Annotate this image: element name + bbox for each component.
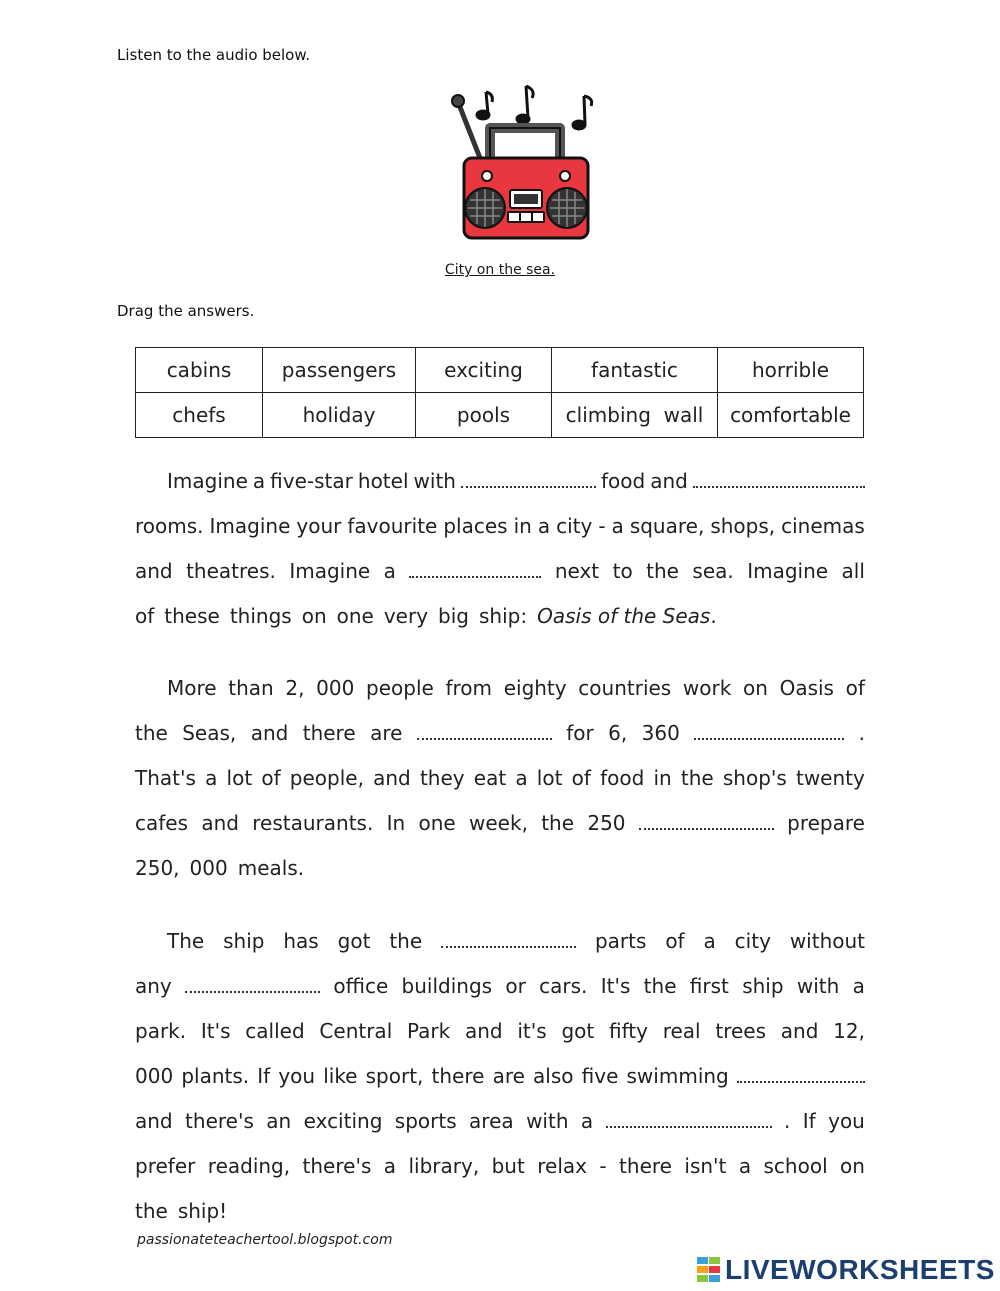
word: .	[858, 721, 865, 745]
word: lot	[226, 766, 253, 790]
word: exciting	[303, 1109, 383, 1133]
word: with	[526, 1109, 569, 1133]
word: got	[337, 929, 371, 953]
music-notes-icon	[477, 86, 592, 129]
word: Imagine	[289, 559, 371, 583]
word: reading,	[207, 1154, 291, 1178]
word: people	[366, 676, 434, 700]
word: on	[840, 1154, 865, 1178]
paragraph-2	[135, 666, 865, 891]
word: -	[598, 514, 606, 538]
word: a	[515, 766, 528, 790]
answer-blank-9[interactable]	[737, 1065, 865, 1083]
word: to	[612, 559, 633, 583]
word: the	[643, 974, 677, 998]
audio-caption[interactable]: City on the sea.	[444, 262, 556, 278]
word: ship	[223, 929, 265, 953]
liveworksheets-mark-icon	[697, 1257, 721, 1283]
word-bank	[135, 347, 864, 438]
word: next	[554, 559, 600, 583]
word: 360	[641, 721, 680, 745]
answer-blank-7[interactable]	[441, 930, 576, 948]
word-tile[interactable]: comfortable	[718, 393, 864, 438]
word: swimming	[626, 1064, 729, 1088]
answer-blank-2[interactable]	[693, 470, 865, 488]
word: sport,	[365, 1064, 424, 1088]
word: five-star	[270, 469, 353, 493]
word: office	[333, 974, 389, 998]
word: 6,	[608, 721, 628, 745]
word: work	[682, 676, 732, 700]
word: twenty	[795, 766, 865, 790]
answer-blank-1[interactable]	[461, 470, 596, 488]
word: theatres.	[186, 559, 276, 583]
word: Oasis	[779, 676, 834, 700]
word: very	[383, 604, 429, 628]
word: real	[662, 1019, 701, 1043]
word: a	[611, 514, 624, 538]
word: all	[841, 559, 865, 583]
word: for	[566, 721, 594, 745]
word-tile[interactable]: cabins	[136, 348, 263, 393]
word: and	[135, 1109, 173, 1133]
word: without	[789, 929, 865, 953]
word: 000	[135, 1064, 174, 1088]
answer-blank-3[interactable]	[409, 560, 541, 578]
word-tile[interactable]: holiday	[263, 393, 416, 438]
word: Imagine	[747, 559, 829, 583]
paragraph-1	[135, 459, 865, 639]
word: countries	[578, 676, 672, 700]
word: also	[533, 1064, 574, 1088]
word: The	[167, 929, 205, 953]
word: city	[556, 514, 593, 538]
word: ship	[742, 974, 784, 998]
word: the	[135, 1199, 168, 1223]
word: there	[619, 1154, 672, 1178]
word: or	[505, 974, 526, 998]
word: .	[783, 1109, 791, 1133]
word: they	[419, 766, 465, 790]
ship-name: Oasis of the Seas	[537, 604, 711, 628]
word: in	[653, 766, 672, 790]
word: than	[228, 676, 274, 700]
word: a	[703, 929, 716, 953]
word: a	[383, 559, 396, 583]
word: and	[650, 469, 688, 493]
word: and	[373, 766, 411, 790]
word: favourite	[347, 514, 438, 538]
word: .	[710, 604, 717, 628]
word: and	[201, 811, 239, 835]
word-tile[interactable]: pools	[416, 393, 552, 438]
word-tile[interactable]: chefs	[136, 393, 263, 438]
answer-blank-4[interactable]	[417, 722, 552, 740]
word: area	[469, 1109, 514, 1133]
word: food	[601, 469, 646, 493]
word: trees	[715, 1019, 767, 1043]
word: prepare	[787, 811, 865, 835]
word: of	[845, 676, 865, 700]
word: places	[443, 514, 508, 538]
word: meals.	[237, 856, 305, 880]
word: the	[135, 721, 168, 745]
word: the	[541, 811, 575, 835]
word: Imagine	[209, 514, 291, 538]
word: Imagine	[167, 469, 248, 493]
word: a	[252, 469, 266, 493]
word: ship!	[177, 1199, 228, 1223]
word: one	[336, 604, 374, 628]
word: an	[266, 1109, 292, 1133]
word: you	[828, 1109, 865, 1133]
word: In	[386, 811, 406, 835]
word: cars.	[539, 974, 588, 998]
word: big	[438, 604, 469, 628]
answer-blank-10[interactable]	[606, 1110, 772, 1128]
word: It's	[200, 1019, 231, 1043]
liveworksheets-logo[interactable]	[697, 1255, 995, 1285]
word-tile[interactable]: horrible	[718, 348, 864, 393]
word: on	[742, 676, 768, 700]
word: there	[302, 721, 356, 745]
word: a	[383, 1154, 397, 1178]
word: in	[513, 514, 532, 538]
word: school	[763, 1154, 828, 1178]
word: 12,	[833, 1019, 865, 1043]
word: on	[301, 604, 327, 628]
word: eat	[473, 766, 507, 790]
word: If	[802, 1109, 816, 1133]
word: the	[680, 766, 714, 790]
word: -	[599, 1154, 607, 1178]
word: That's	[135, 766, 196, 790]
word: hotel	[357, 469, 409, 493]
word: of	[665, 929, 685, 953]
word: 250,	[135, 856, 180, 880]
word: 000	[316, 676, 355, 700]
word: week,	[469, 811, 528, 835]
word: fifty	[608, 1019, 648, 1043]
word: a	[580, 1109, 594, 1133]
word: like	[323, 1064, 358, 1088]
word: there's	[185, 1109, 254, 1133]
word: your	[296, 514, 342, 538]
word-tile[interactable]: exciting	[416, 348, 552, 393]
word-tile[interactable]: fantastic	[552, 348, 718, 393]
word: and	[250, 721, 289, 745]
word: isn't	[684, 1154, 727, 1178]
word: 2,	[285, 676, 305, 700]
word: you	[278, 1064, 316, 1088]
word-tile[interactable]: passengers	[263, 348, 416, 393]
word: first	[689, 974, 729, 998]
word: relax	[537, 1154, 587, 1178]
word: food	[600, 766, 645, 790]
word: square,	[629, 514, 705, 538]
word: plants.	[181, 1064, 250, 1088]
word: called	[245, 1019, 305, 1043]
word: with	[796, 974, 840, 998]
word: buildings	[401, 974, 493, 998]
word: and	[135, 559, 173, 583]
word: Park	[407, 1019, 451, 1043]
word: library,	[408, 1154, 480, 1178]
word: ship:	[479, 604, 528, 628]
word: of	[261, 766, 281, 790]
word: cafes	[135, 811, 189, 835]
word: More	[167, 676, 217, 700]
word: there's	[302, 1154, 372, 1178]
word: a	[738, 1154, 752, 1178]
word: from	[445, 676, 493, 700]
word-tile[interactable]: climbing wall	[552, 393, 718, 438]
word: Seas,	[182, 721, 237, 745]
word: these	[164, 604, 220, 628]
word: things	[229, 604, 292, 628]
word: are	[370, 721, 403, 745]
word: but	[491, 1154, 525, 1178]
word: lot	[536, 766, 563, 790]
word: shop's	[722, 766, 787, 790]
answer-blank-8[interactable]	[185, 975, 320, 993]
answer-blank-6[interactable]	[639, 812, 774, 830]
word: it's	[517, 1019, 547, 1043]
word: prefer	[135, 1154, 196, 1178]
source-credit: passionateteachertool.blogspot.com	[137, 1232, 393, 1248]
word: there	[431, 1064, 485, 1088]
word: 000	[189, 856, 228, 880]
listen-instruction: Listen to the audio below.	[117, 46, 311, 64]
word: people,	[289, 766, 364, 790]
word: the	[646, 559, 679, 583]
word: park.	[135, 1019, 187, 1043]
word: and	[780, 1019, 819, 1043]
word: eighty	[503, 676, 567, 700]
word: a	[537, 514, 551, 538]
word: a	[852, 974, 865, 998]
paragraph-3	[135, 919, 865, 1234]
word: a	[205, 766, 218, 790]
word: sea.	[692, 559, 734, 583]
word: has	[283, 929, 319, 953]
word: It's	[600, 974, 631, 998]
word: got	[561, 1019, 595, 1043]
word: of	[571, 766, 591, 790]
word: If	[257, 1064, 271, 1088]
boombox-icon[interactable]	[448, 82, 600, 244]
brand-name: LIVEWORKSHEETS	[725, 1254, 995, 1285]
word: shops,	[710, 514, 776, 538]
word: five	[581, 1064, 619, 1088]
word: restaurants.	[252, 811, 374, 835]
word: parts	[594, 929, 647, 953]
word: rooms.	[135, 514, 204, 538]
drag-instruction: Drag the answers.	[117, 302, 255, 320]
word: of	[135, 604, 155, 628]
word: Central	[319, 1019, 393, 1043]
word: one	[418, 811, 456, 835]
word: the	[389, 929, 423, 953]
word: with	[413, 469, 456, 493]
word: and	[464, 1019, 503, 1043]
word: cinemas	[781, 514, 865, 538]
word: any	[135, 974, 172, 998]
word: are	[492, 1064, 525, 1088]
word: 250	[587, 811, 626, 835]
word: city	[734, 929, 771, 953]
answer-blank-5[interactable]	[694, 722, 844, 740]
word: sports	[394, 1109, 457, 1133]
